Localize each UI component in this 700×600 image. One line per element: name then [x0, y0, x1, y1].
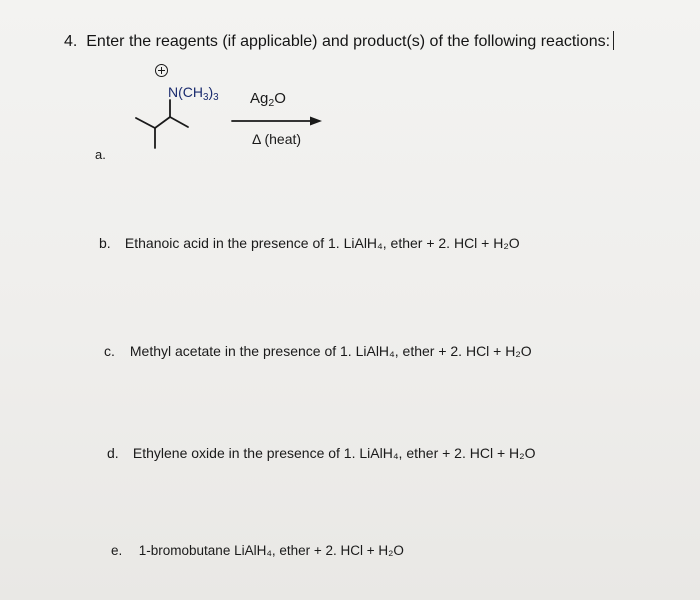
reaction-a-reagent: $Ag_2O$: [250, 90, 286, 109]
item-d-text: Ethylene oxide in the presence of 1. LiAlH₄, ether + 2. HCl + H₂O: [132, 445, 536, 461]
item-c-label: c.: [104, 343, 115, 359]
reaction-arrow-head: [310, 117, 322, 126]
item-b-label: b.: [99, 235, 111, 251]
item-b-text: Ethanoic acid in the presence of 1. LiAlH₄, ether + 2. HCl + H₂O: [124, 235, 520, 251]
reaction-a-condition: Δ (heat): [252, 131, 302, 147]
item-c-text: Methyl acetate in the presence of 1. LiAlH₄, ether + 2. HCl + H₂O: [129, 343, 532, 359]
item-c: [104, 343, 532, 359]
item-d-label: d.: [107, 445, 119, 461]
trimethylammonium-group: $N(CH_3)_3$: [168, 84, 219, 103]
item-e-label: e.: [111, 543, 123, 558]
bond-c2-me1: [136, 118, 155, 128]
question-number: 4.: [64, 33, 78, 50]
item-d: [107, 445, 535, 461]
item-b: [99, 235, 520, 251]
item-e-text: 1-bromobutane LiAlH₄, ether + 2. HCl + H₂O: [138, 543, 404, 558]
item-e: [111, 543, 404, 558]
item-a-label: a.: [95, 147, 106, 162]
bond-c-c2: [155, 117, 170, 128]
question-text: Enter the reagents (if applicable) and product(s) of the following reactions:: [86, 33, 611, 50]
bond-c-c1: [170, 117, 188, 127]
positive-charge-icon: [155, 64, 168, 77]
